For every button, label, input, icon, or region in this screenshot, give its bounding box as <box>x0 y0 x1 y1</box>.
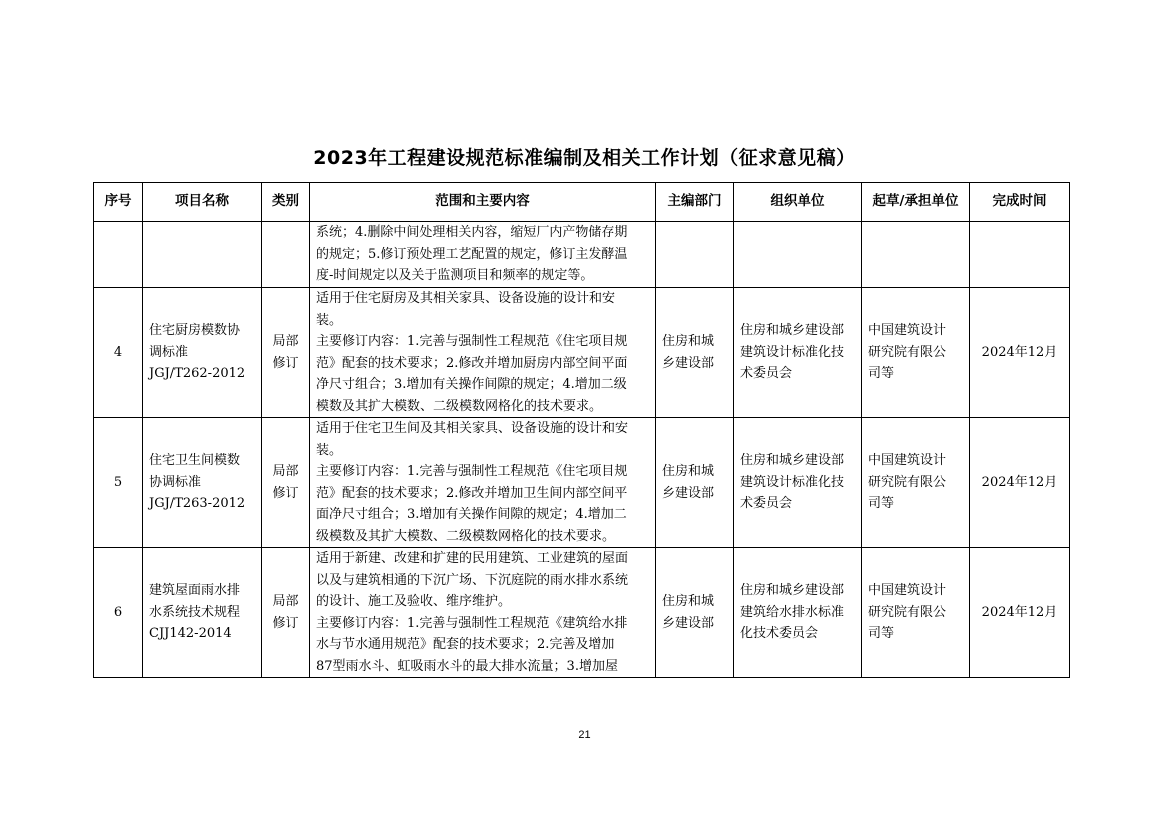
cell-scope-content: 系统；4.删除中间处理相关内容，缩短厂内产物储存期 的规定；5.修订预处理工艺配置的规定，修订主发酵温 度-时间规定以及关于监测项目和频率的规定等。 <box>310 222 656 288</box>
cell-editor-dept <box>656 222 734 288</box>
cell-serial-no: 4 <box>94 288 143 418</box>
cell-drafter: 中国建筑设计 研究院有限公 司等 <box>862 548 970 678</box>
table-header-row <box>94 183 1070 222</box>
page-number: 21 <box>578 729 591 741</box>
cell-organizer: 住房和城乡建设部 建筑设计标准化技 术委员会 <box>734 418 862 548</box>
header-serial-no: 序号 <box>94 183 143 222</box>
header-scope-content: 范围和主要内容 <box>310 183 656 222</box>
cell-deadline: 2024年12月 <box>970 548 1070 678</box>
cell-project-name: 建筑屋面雨水排 水系统技术规程 CJJ142-2014 <box>143 548 262 678</box>
table-row <box>94 418 1070 548</box>
cell-serial-no: 5 <box>94 418 143 548</box>
cell-editor-dept: 住房和城 乡建设部 <box>656 548 734 678</box>
cell-drafter: 中国建筑设计 研究院有限公 司等 <box>862 288 970 418</box>
cell-scope-content: 适用于新建、改建和扩建的民用建筑、工业建筑的屋面 以及与建筑相通的下沉广场、下沉庭院的雨水排水系统 的设计、施工及验收、维序维护。 主要修订内容：1.完善与强制性工程规范《建筑给水排 水与节水通用规范》配套的技术要求；2.完善及增加 87型雨水斗、虹吸雨水斗的最大排水流量；3.增加屋 <box>310 548 656 678</box>
cell-project-name: 住宅卫生间模数 协调标准 JGJ/T263-2012 <box>143 418 262 548</box>
cell-drafter: 中国建筑设计 研究院有限公 司等 <box>862 418 970 548</box>
cell-organizer: 住房和城乡建设部 建筑设计标准化技 术委员会 <box>734 288 862 418</box>
cell-scope-content: 适用于住宅卫生间及其相关家具、设备设施的设计和安 装。 主要修订内容：1.完善与强制性工程规范《住宅项目规 范》配套的技术要求；2.修改并增加卫生间内部空间平 面净尺寸组合；3.增加有关操作间隙的规定；4.增加二 级模数及其扩大模数、二级模数网格化的技术要求。 <box>310 418 656 548</box>
cell-organizer <box>734 222 862 288</box>
page-title: 2023年工程建设规范标准编制及相关工作计划（征求意见稿） <box>313 147 856 169</box>
header-organizer: 组织单位 <box>734 183 862 222</box>
header-editor-dept: 主编部门 <box>656 183 734 222</box>
cell-serial-no: 6 <box>94 548 143 678</box>
cell-organizer: 住房和城乡建设部 建筑给水排水标准 化技术委员会 <box>734 548 862 678</box>
cell-serial-no <box>94 222 143 288</box>
cell-category: 局部 修订 <box>262 548 310 678</box>
cell-editor-dept: 住房和城 乡建设部 <box>656 418 734 548</box>
table-row <box>94 288 1070 418</box>
cell-project-name: 住宅厨房模数协 调标准 JGJ/T262-2012 <box>143 288 262 418</box>
cell-project-name <box>143 222 262 288</box>
cell-scope-content: 适用于住宅厨房及其相关家具、设备设施的设计和安 装。 主要修订内容：1.完善与强制性工程规范《住宅项目规 范》配套的技术要求；2.修改并增加厨房内部空间平面 净尺寸组合；3.增加有关操作间隙的规定；4.增加二级 模数及其扩大模数、二级模数网格化的技术要求。 <box>310 288 656 418</box>
cell-category <box>262 222 310 288</box>
cell-deadline <box>970 222 1070 288</box>
work-plan-table <box>93 182 1070 678</box>
table-row <box>94 222 1070 288</box>
cell-editor-dept: 住房和城 乡建设部 <box>656 288 734 418</box>
header-drafter: 起草/承担单位 <box>862 183 970 222</box>
cell-drafter <box>862 222 970 288</box>
table-row <box>94 548 1070 678</box>
cell-category: 局部 修订 <box>262 288 310 418</box>
cell-deadline: 2024年12月 <box>970 418 1070 548</box>
header-deadline: 完成时间 <box>970 183 1070 222</box>
header-project-name: 项目名称 <box>143 183 262 222</box>
header-category: 类别 <box>262 183 310 222</box>
cell-category: 局部 修订 <box>262 418 310 548</box>
cell-deadline: 2024年12月 <box>970 288 1070 418</box>
